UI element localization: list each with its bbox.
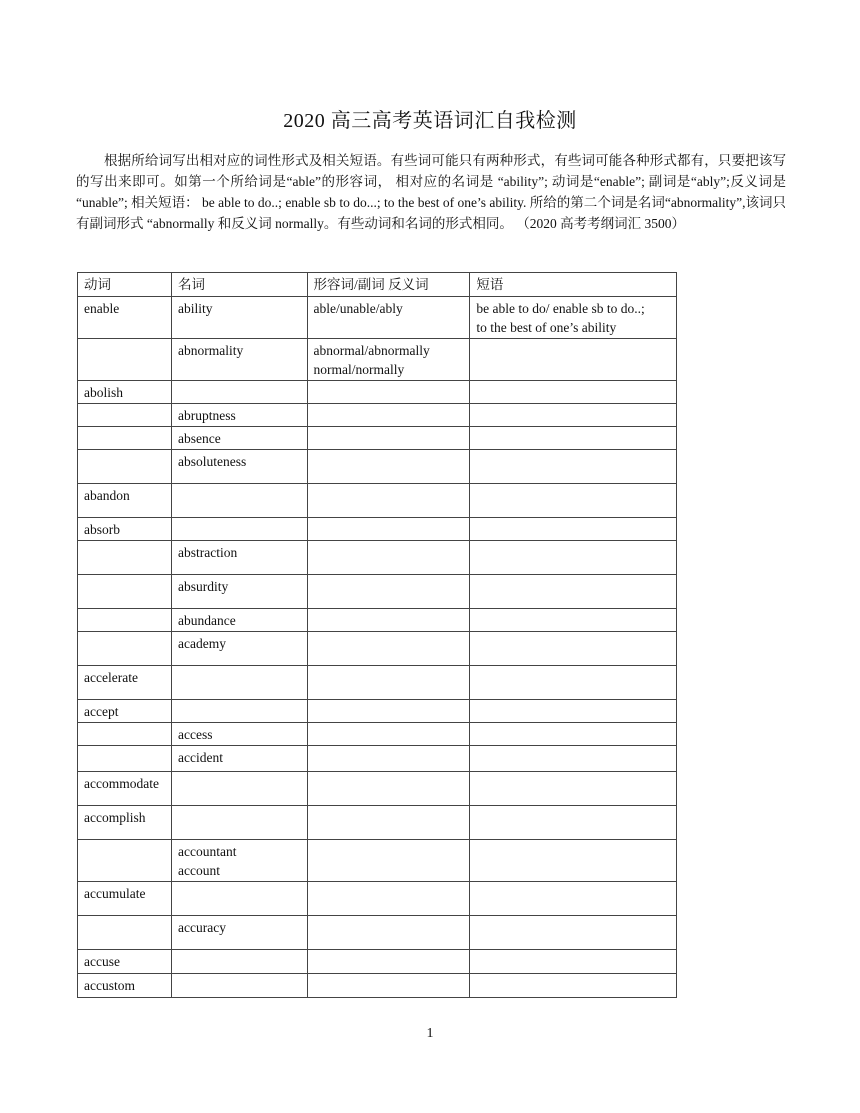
adj-adv-cell bbox=[307, 381, 470, 404]
cell-text: accomplish bbox=[84, 810, 146, 825]
cell-text: enable bbox=[84, 301, 120, 316]
table-body bbox=[78, 297, 677, 998]
noun-cell bbox=[172, 840, 308, 882]
verb-cell bbox=[78, 297, 172, 339]
header-verb: 动词 bbox=[78, 273, 172, 297]
cell-text: account bbox=[178, 863, 220, 878]
cell-text: accuse bbox=[84, 954, 120, 969]
verb-cell bbox=[78, 723, 172, 746]
verb-cell bbox=[78, 772, 172, 806]
noun-cell bbox=[172, 746, 308, 772]
noun-cell bbox=[172, 297, 308, 339]
phrase-cell bbox=[470, 806, 677, 840]
noun-cell bbox=[172, 404, 308, 427]
table-row bbox=[78, 916, 677, 950]
adj-adv-cell bbox=[307, 297, 470, 339]
noun-cell bbox=[172, 339, 308, 381]
verb-cell bbox=[78, 632, 172, 666]
phrase-cell bbox=[470, 297, 677, 339]
verb-cell bbox=[78, 404, 172, 427]
noun-cell bbox=[172, 806, 308, 840]
table-row bbox=[78, 404, 677, 427]
verb-cell bbox=[78, 840, 172, 882]
verb-cell bbox=[78, 450, 172, 484]
header-phrases: 短语 bbox=[470, 273, 677, 297]
adj-adv-cell bbox=[307, 632, 470, 666]
table-row bbox=[78, 609, 677, 632]
verb-cell bbox=[78, 575, 172, 609]
table-row bbox=[78, 297, 677, 339]
phrase-cell bbox=[470, 723, 677, 746]
noun-cell bbox=[172, 484, 308, 518]
table-row bbox=[78, 381, 677, 404]
phrase-cell bbox=[470, 882, 677, 916]
instructions-text: 根据所给词写出相对应的词性形式及相关短语。有些词可能只有两种形式，有些词可能各种形式都有，只要把该写的写出来即可。如第一个所给词是“able”的形容词， 相对应的名词是 “ability”; 动词是“enable”; 副词是“ably”;反义词是 “unable”; 相关短语： be able to do..; enable sb to do...; to the best of one’s ability. 所给的第二个词是名词“abnormality”,该词只有副词形式 “abnormally 和反义词 normally。有些动词和名词的形式相同。 （2020 高考考纲词汇 3500） bbox=[76, 153, 786, 231]
phrase-cell bbox=[470, 666, 677, 700]
adj-adv-cell bbox=[307, 609, 470, 632]
phrase-cell bbox=[470, 427, 677, 450]
noun-cell bbox=[172, 427, 308, 450]
table-row bbox=[78, 450, 677, 484]
table-row bbox=[78, 666, 677, 700]
cell-text: abundance bbox=[178, 613, 236, 628]
cell-text: abruptness bbox=[178, 408, 236, 423]
noun-cell bbox=[172, 450, 308, 484]
table-row bbox=[78, 723, 677, 746]
verb-cell bbox=[78, 916, 172, 950]
verb-cell bbox=[78, 700, 172, 723]
table-row bbox=[78, 518, 677, 541]
phrase-cell bbox=[470, 950, 677, 974]
adj-adv-cell bbox=[307, 772, 470, 806]
noun-cell bbox=[172, 609, 308, 632]
table-row bbox=[78, 746, 677, 772]
vocabulary-table bbox=[77, 272, 677, 998]
noun-cell bbox=[172, 723, 308, 746]
adj-adv-cell bbox=[307, 746, 470, 772]
phrase-cell bbox=[470, 609, 677, 632]
phrase-cell bbox=[470, 484, 677, 518]
cell-text: to the best of one’s ability bbox=[476, 320, 617, 335]
adj-adv-cell bbox=[307, 575, 470, 609]
adj-adv-cell bbox=[307, 541, 470, 575]
phrase-cell bbox=[470, 840, 677, 882]
verb-cell bbox=[78, 974, 172, 998]
cell-text: absence bbox=[178, 431, 221, 446]
noun-cell bbox=[172, 882, 308, 916]
cell-text: ability bbox=[178, 301, 213, 316]
table-row bbox=[78, 427, 677, 450]
cell-text: accelerate bbox=[84, 670, 138, 685]
cell-text: normal/normally bbox=[313, 362, 405, 377]
phrase-cell bbox=[470, 974, 677, 998]
verb-cell bbox=[78, 518, 172, 541]
table-row bbox=[78, 840, 677, 882]
cell-text: absoluteness bbox=[178, 454, 247, 469]
noun-cell bbox=[172, 974, 308, 998]
adj-adv-cell bbox=[307, 450, 470, 484]
phrase-cell bbox=[470, 746, 677, 772]
table-header-row bbox=[78, 273, 677, 297]
verb-cell bbox=[78, 882, 172, 916]
table-row bbox=[78, 950, 677, 974]
cell-text: access bbox=[178, 727, 213, 742]
cell-text: accumulate bbox=[84, 886, 146, 901]
cell-text: abolish bbox=[84, 385, 123, 400]
cell-text: absurdity bbox=[178, 579, 229, 594]
page-number: 1 bbox=[426, 1026, 434, 1041]
table-row bbox=[78, 541, 677, 575]
phrase-cell bbox=[470, 404, 677, 427]
table-row bbox=[78, 632, 677, 666]
table-row bbox=[78, 806, 677, 840]
table-row bbox=[78, 339, 677, 381]
adj-adv-cell bbox=[307, 723, 470, 746]
cell-text: abstraction bbox=[178, 545, 238, 560]
verb-cell bbox=[78, 806, 172, 840]
phrase-cell bbox=[470, 772, 677, 806]
table-row bbox=[78, 974, 677, 998]
cell-text: abnormal/abnormally bbox=[313, 343, 430, 358]
verb-cell bbox=[78, 339, 172, 381]
phrase-cell bbox=[470, 450, 677, 484]
cell-text: accustom bbox=[84, 978, 135, 993]
adj-adv-cell bbox=[307, 974, 470, 998]
noun-cell bbox=[172, 541, 308, 575]
header-noun: 名词 bbox=[172, 273, 308, 297]
adj-adv-cell bbox=[307, 427, 470, 450]
noun-cell bbox=[172, 916, 308, 950]
cell-text: accident bbox=[178, 750, 223, 765]
cell-text: accountant bbox=[178, 844, 237, 859]
verb-cell bbox=[78, 427, 172, 450]
phrase-cell bbox=[470, 632, 677, 666]
noun-cell bbox=[172, 666, 308, 700]
verb-cell bbox=[78, 381, 172, 404]
cell-text: accept bbox=[84, 704, 119, 719]
cell-text: accuracy bbox=[178, 920, 226, 935]
adj-adv-cell bbox=[307, 806, 470, 840]
adj-adv-cell bbox=[307, 666, 470, 700]
instructions bbox=[76, 150, 786, 234]
noun-cell bbox=[172, 700, 308, 723]
cell-text: academy bbox=[178, 636, 226, 651]
noun-cell bbox=[172, 772, 308, 806]
adj-adv-cell bbox=[307, 916, 470, 950]
adj-adv-cell bbox=[307, 882, 470, 916]
adj-adv-cell bbox=[307, 404, 470, 427]
verb-cell bbox=[78, 746, 172, 772]
phrase-cell bbox=[470, 541, 677, 575]
noun-cell bbox=[172, 575, 308, 609]
phrase-cell bbox=[470, 381, 677, 404]
phrase-cell bbox=[470, 575, 677, 609]
adj-adv-cell bbox=[307, 700, 470, 723]
noun-cell bbox=[172, 518, 308, 541]
verb-cell bbox=[78, 666, 172, 700]
phrase-cell bbox=[470, 700, 677, 723]
phrase-cell bbox=[470, 518, 677, 541]
adj-adv-cell bbox=[307, 518, 470, 541]
verb-cell bbox=[78, 609, 172, 632]
table-row bbox=[78, 575, 677, 609]
cell-text: accommodate bbox=[84, 776, 159, 791]
cell-text: be able to do/ enable sb to do..; bbox=[476, 301, 645, 316]
phrase-cell bbox=[470, 916, 677, 950]
cell-text: abandon bbox=[84, 488, 130, 503]
verb-cell bbox=[78, 484, 172, 518]
adj-adv-cell bbox=[307, 339, 470, 381]
cell-text: able/unable/ably bbox=[313, 301, 403, 316]
document-title: 2020 高三高考英语词汇自我检测 bbox=[283, 110, 577, 132]
noun-cell bbox=[172, 950, 308, 974]
table-row bbox=[78, 772, 677, 806]
verb-cell bbox=[78, 950, 172, 974]
cell-text: abnormality bbox=[178, 343, 244, 358]
adj-adv-cell bbox=[307, 484, 470, 518]
adj-adv-cell bbox=[307, 840, 470, 882]
header-adj-adv-antonym: 形容词/副词 反义词 bbox=[307, 273, 470, 297]
table-row bbox=[78, 882, 677, 916]
noun-cell bbox=[172, 381, 308, 404]
table-row bbox=[78, 484, 677, 518]
adj-adv-cell bbox=[307, 950, 470, 974]
verb-cell bbox=[78, 541, 172, 575]
table-row bbox=[78, 700, 677, 723]
cell-text: absorb bbox=[84, 522, 120, 537]
noun-cell bbox=[172, 632, 308, 666]
phrase-cell bbox=[470, 339, 677, 381]
